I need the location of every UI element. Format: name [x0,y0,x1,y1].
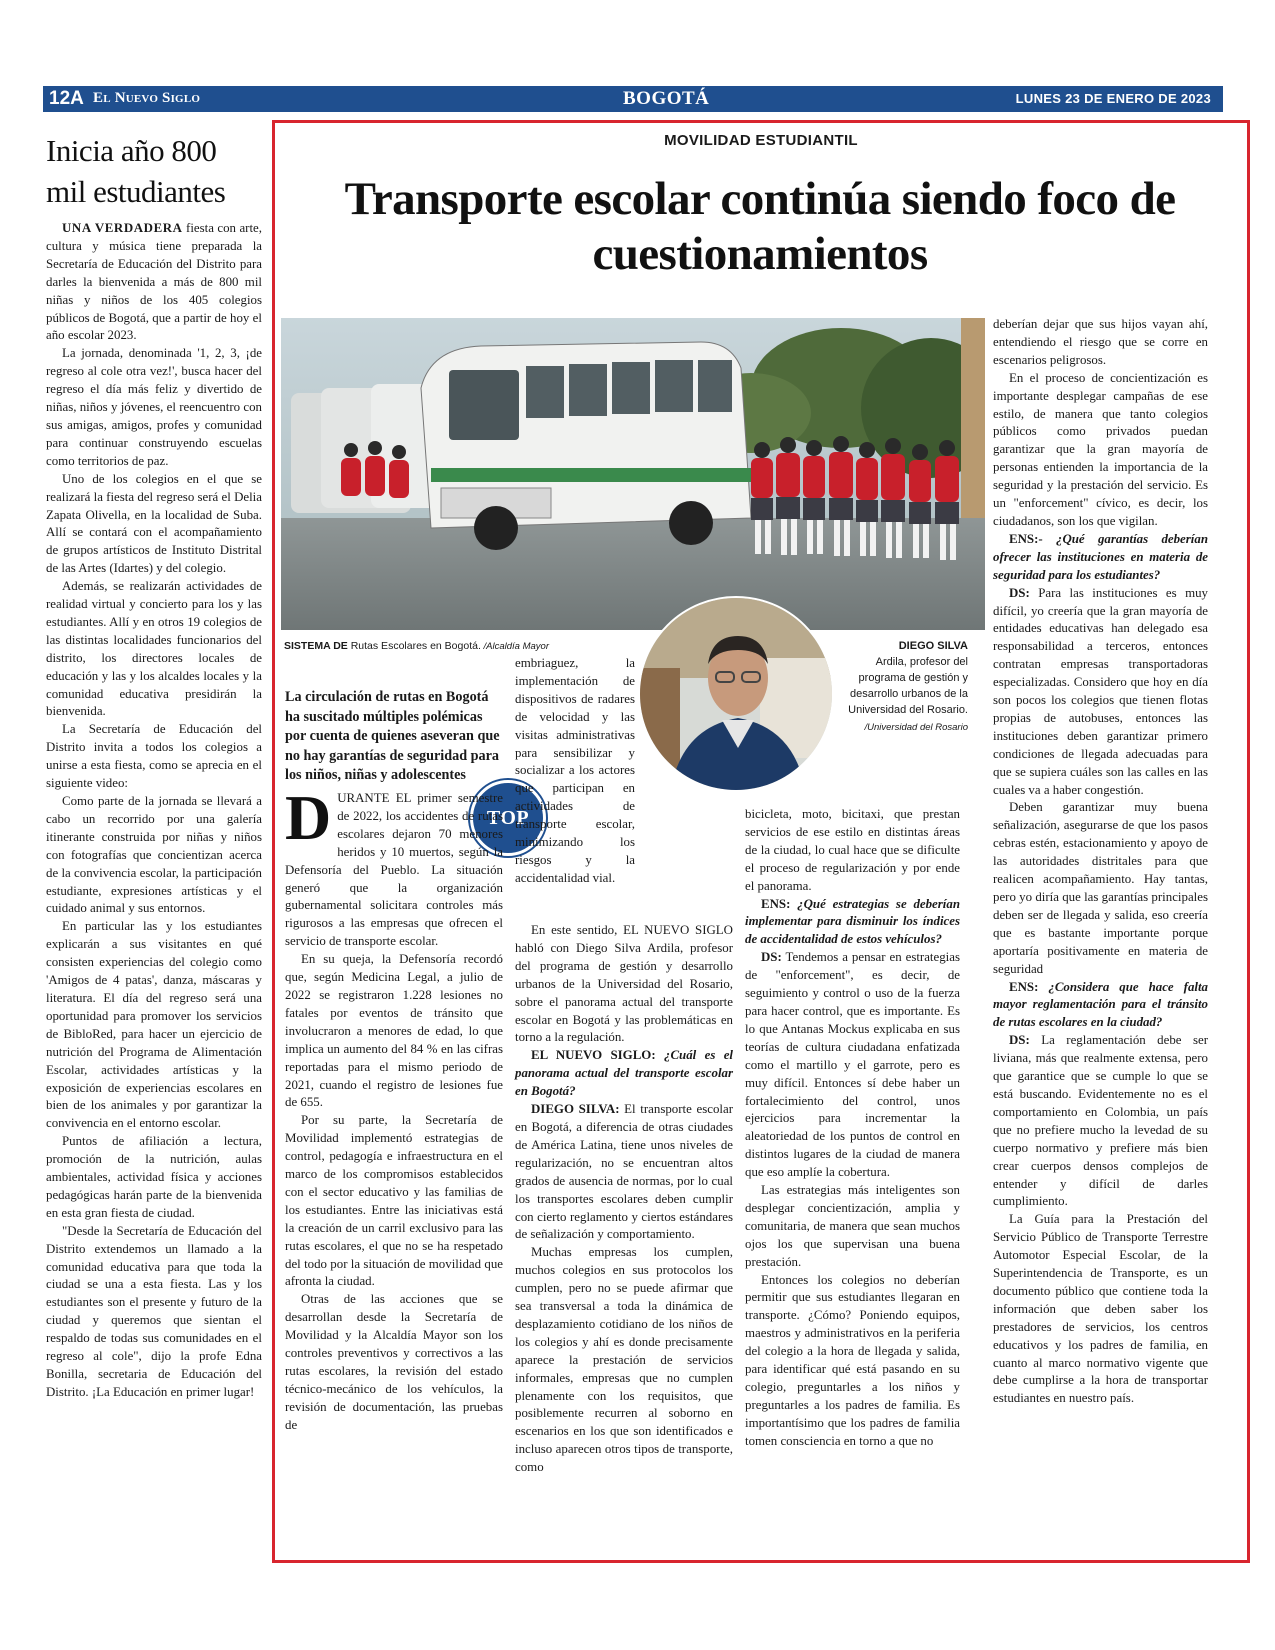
page-header-bar [43,86,1223,112]
question-text: ¿Cuál es el panorama actual del transporte escolar en Bogotá? [515,1048,734,1099]
article-paragraph: En el proceso de concientización es importante desplegar campañas de ese estilo, de manera que tanto colegios públicos como privados puedan garantizar que la gran mayoría de personas entienden la importancia de la seguridad y la prestación del servicio. Es un "enforcement" cívico, es decir, los ciudadanos, son los que vigilan. [993,370,1208,528]
side-paragraph: La Secretaría de Educación del Distrito invita a todos los colegios a unirse a esta fiesta, como se aprecia en el siguiente video: [46,722,262,791]
article-column-4 [993,316,1208,1408]
article-column-2 [515,922,733,1477]
article-paragraph: Entonces los colegios no deberían permitir que sus estudiantes llegaran en transporte. ¿Cómo? Poniendo equipos, maestros y administrativos en la periferia del colegio a la hora de llegada y salida, para identificar qué está pasando en su colegio, preguntarles a los niños y preguntarles a los padres de familia. Es importantísimo que los padres de familia tomen consciencia en torno a que no [745,1272,960,1448]
interview-answer [993,1032,1208,1211]
side-paragraph: La jornada, denominada '1, 2, 3, ¡de regreso al cole otra vez!', busca hacer del regreso el día más feliz y divertido de niñas, niños y jóvenes, el reencuentro con sus amigas, amigos, profes y comunidad para continuar construyendo escuelas como territorios de paz. [46,346,262,468]
section-name: BOGOTÁ [623,88,710,109]
side-story-title: Inicia año 800 mil estudiantes [46,133,226,209]
side-story-lead [46,220,262,345]
interview-question [515,1047,733,1101]
answer-speaker: DIEGO SILVA: [531,1102,620,1117]
question-text: ¿Qué garantías deberían ofrecer las instituciones en materia de seguridad para los estudiantes? [993,531,1208,582]
article-paragraph: embriaguez, la implementación de dispositivos de radares de velocidad y las visitas administrativas para sensibilizar y socializar a los actores que participan en actividades de transporte escolar, minimizando los riesgos y la accidentalidad vial. [515,656,635,885]
answer-speaker: DS: [1009,1033,1030,1048]
interview-question [745,896,960,950]
answer-speaker: DS: [761,950,782,965]
article-opening [285,782,503,951]
question-speaker: ENS:- [1009,531,1043,546]
photo-caption [284,640,549,652]
side-paragraph: Además, se realizarán actividades de realidad virtual y concierto para los y las estudiantes. Allí y en otros 19 colegios de las distintas localidades funcionarios del distrito, los directores locales de educación y las y los alcaldes locales y la comunidad educativa presidirán la bienvenida. [46,579,262,719]
top-badge: TOP [470,780,546,856]
article-kicker: MOVILIDAD ESTUDIANTIL [664,132,858,149]
opening-caps: URANTE EL [337,791,412,805]
side-story [46,130,262,1402]
answer-text: La reglamentación debe ser liviana, más que realmente extensa, pero que garantice que se cumple lo que se está buscando. Evidentemente no es el comportamiento en Colombia, un país que no prefiere mucho la levedad de su cuerpo normativo y prefiere más bien crear cuerpos densos complejos de entender y difícil de darles cumplimiento. [993,1033,1208,1209]
article-paragraph: La Guía para la Prestación del Servicio Público de Transporte Terrestre Automotor Especial Escolar, de la Superintendencia de Transporte, es un documento público que contiene toda la información que deben saber los prestadores de servicios, los centros educativos y los padres de familia, en cuanto al marco normativo vigente que debe cumplirse a la hora de transportar estudiantes en nuestro país. [993,1212,1208,1406]
side-lead-caps: UNA VERDADERA [62,221,183,235]
article-column-1 [285,782,503,1435]
photo-credit: /Alcaldía Mayor [480,641,549,652]
article-column-2-top [515,655,635,888]
question-speaker: ENS: [761,896,791,911]
opening-text: primer semestre de 2022, los accidentes de rutas escolares dejaron 70 menores heridos y 10 muertos, según la Defensoría del Pueblo. La situación generó que la organización gubernamental solicitara controles más rigurosos a las empresas que ofrecen el servicio de transporte escolar. [285,791,503,949]
question-text: ¿Qué estrategias se deberían implementar para disminuir los índices de accidentalidad de estos vehículos? [745,896,960,947]
side-paragraph: Uno de los colegios en el que se realizará la fiesta del regreso será el Delia Zapata Olivella, en la localidad de Suba. Allí se contará con el acompañamiento de grupos artísticos de Instituto Distrital de las Artes (Idartes) y del colegio. [46,471,262,576]
portrait-photo [638,596,834,792]
school-bus-photo [281,318,985,630]
photo-caption-text: Rutas Escolares en Bogotá. [347,640,481,652]
page-number: 12A [49,88,84,109]
side-lead-text: fiesta con arte, cultura y música tiene preparada la Secretaría de Educación del Distrito para darles la bienvenida a más de 800 mil niñas y niños de los 405 colegios públicos de Bogotá, que a partir de hoy el año escolar 2023. [46,221,262,343]
question-speaker: EL NUEVO SIGLO: [531,1048,656,1063]
side-paragraph: Puntos de afiliación a lectura, promoción de la nutrición, aulas ambientales, actividad física y acciones pedagógicas harán parte de la bienvenida en esta gran fiesta de ciudad. [46,1134,262,1220]
answer-text: El transporte escolar en Bogotá, a diferencia de otras ciudades de América Latina, tiene unos niveles de regularización, no se encuentran altos grados de ausencia de normas, por lo cual los transportes escolares deben cumplir con cierto reglamento y ciertos estándares de señalización y comportamiento. [515,1102,733,1242]
article-paragraph: deberían dejar que sus hijos vayan ahí, entendiendo el riesgo que se corre en escenarios peligrosos. [993,317,1208,367]
article-summary: La circulación de rutas en Bogotá ha suscitado múltiples polémicas por cuenta de quienes aseveran que no hay garantías de seguridad para los niños, niñas y adolescentes [285,689,500,783]
article-paragraph: En este sentido, EL NUEVO SIGLO habló con Diego Silva Ardila, profesor del programa de gestión y desarrollo urbanos de la Universidad del Rosario, sobre el panorama actual del transporte escolar en Bogotá y las problemáticas en torno a la regulación. [515,923,733,1045]
article-column-3 [745,806,960,1451]
question-speaker: ENS: [1009,979,1039,994]
article-paragraph: bicicleta, moto, bicitaxi, que prestan servicios de ese estilo en distintas áreas de la ciudad, lo cual hace que se dificulte el proceso de regularización y por ende el panorama. [745,807,960,893]
portrait-caption [840,638,968,736]
issue-date: LUNES 23 DE ENERO DE 2023 [1015,91,1211,106]
question-text: ¿Considera que hace falta mayor reglamentación para el tránsito de rutas escolares en la ciudad? [993,979,1208,1030]
side-paragraph: "Desde la Secretaría de Educación del Distrito extendemos un llamado a la comunidad educativa para que toda la ciudad se una a esta fiesta. Las y los estudiantes son el presente y futuro de la ciudad y queremos que sientan el respaldo de todas sus comunidades en el regreso al cole", dijo la profe Edna Bonilla, secretaria de Educación del Distrito. ¡La Educación en primer lugar! [46,1223,262,1399]
interview-question [993,531,1208,585]
article-paragraph: Por su parte, la Secretaría de Movilidad implementó estrategias de control, pedagogía e infraestructura en el marco de los compromisos establecidos con el sector educativo y las familias de los estudiantes. Entre las iniciativas está la creación de un carril exclusivo para las rutas escolares, el que no se ha respetado del todo por la situación de movilidad que afronta la ciudad. [285,1113,503,1289]
answer-speaker: DS: [1009,585,1030,600]
photo-caption-lead: SISTEMA DE [284,640,348,652]
article-paragraph: Las estrategias más inteligentes son desplegar concientización, amplia y comunitaria, de manera que sean muchos ojos los que supervisan una buena prestación. [745,1183,960,1269]
drop-cap: D [285,782,332,853]
portrait-description: Ardila, profesor del programa de gestión y desarrollo urbanos de la Universidad del Rosario. [848,656,968,716]
article-headline: Transporte escolar continúa siendo foco de cuestionamientos [344,173,1176,280]
interview-answer [745,949,960,1182]
interview-answer [515,1101,733,1244]
portrait-name: DIEGO SILVA [898,640,968,652]
answer-text: Tendemos a pensar en estrategias de "enforcement", es decir, de seguimiento y control o uso de la fuerza para hacer control, que es importante. Es lo que Antanas Mockus explicaba en sus teorías de cultura ciudadana enfatizada como el martillo y el garrote, pero es muy difícil. Entonces sí debe haber un fortalecimiento del control, unos ejercicios para incrementar la aleatoriedad de los puntos de control en distintos lugares de la ciudad de manera que eso amplíe la cobertura. [745,950,960,1180]
interview-question [993,979,1208,1033]
article-paragraph: En su queja, la Defensoría recordó que, según Medicina Legal, a julio de 2022 se registraron 1.228 lesiones no fatales por eventos de tránsito que involucraron a menores de edad, lo que implica un aumento del 84 % en las cifras reportadas para el mismo periodo de 2021, cuando el registro de lesiones fue de 655. [285,952,503,1110]
answer-text: Para las instituciones es muy difícil, yo creería que la gran mayoría de entidades educativas han delegado esa responsabilidad a terceros, entonces contratan empresas transportadoras especializadas. Considero que hoy en día son pocos los colegios que tienen flotas propias de autobuses, entonces las instituciones deben garantizar primero condiciones de llegada adecuadas para que se supiera cuáles son las calles en las cuales va a haber congestión. [993,585,1208,797]
side-paragraph: En particular las y los estudiantes explicarán a sus visitantes en qué consisten experiencias del colegio como 'Amigos de 4 patas', danza, máscaras y literatura. El día del regreso será una oportunidad para promover los servicios de BibloRed, para hacer un ejercicio de nutrición del Programa de Alimentación Escolar, actividades artísticas y la exposición de experiencias escolares en bien de los animales y por garantizar la convivencia en el entorno escolar. [46,919,262,1131]
newspaper-name: El Nuevo Siglo [93,90,201,106]
portrait-credit: /Universidad del Rosario [864,722,968,733]
article-paragraph: Muchas empresas los cumplen, muchos colegios en sus protocolos los cumplen, pero no se puede afirmar que sea transversal a toda la dinámica de desplazamiento cotidiano de los niños de los colegios y ahí es donde precisamente aparece la prestación de servicios informales, empresas que no cumplen plenamente con los requisitos, que posiblemente recurren al soborno en escenarios en los que son identificados e incluso aparecen otros tipos de transporte, como [515,1245,733,1475]
article-paragraph: Deben garantizar muy buena señalización, asegurarse de que los pasos cebras estén, estacionamiento y apoyo de las autoridades distritales para que realicen acompañamiento. Hay tantas, pero yo diría que las garantías principales deben ser de llegada y salida, eso creería que es bastante importante porque aportaría positivamente en materia de seguridad [993,800,1208,976]
article-paragraph: Otras de las acciones que se desarrollan desde la Secretaría de Movilidad y la Alcaldía Mayor son los controles preventivos y correctivos a las rutas escolares, la revisión del estado técnico-mecánico de los vehículos, la revisión de documentación, las pruebas de [285,1292,503,1432]
interview-answer [993,585,1208,800]
side-paragraph: Como parte de la jornada se llevará a cabo un recorrido por una galería itinerante construida por niñas y niños con fotografías que concientizan acerca de la convivencia escolar, la participación estudiante, expresiones artísticas y el cuidado animal y sus entornos. [46,794,262,916]
